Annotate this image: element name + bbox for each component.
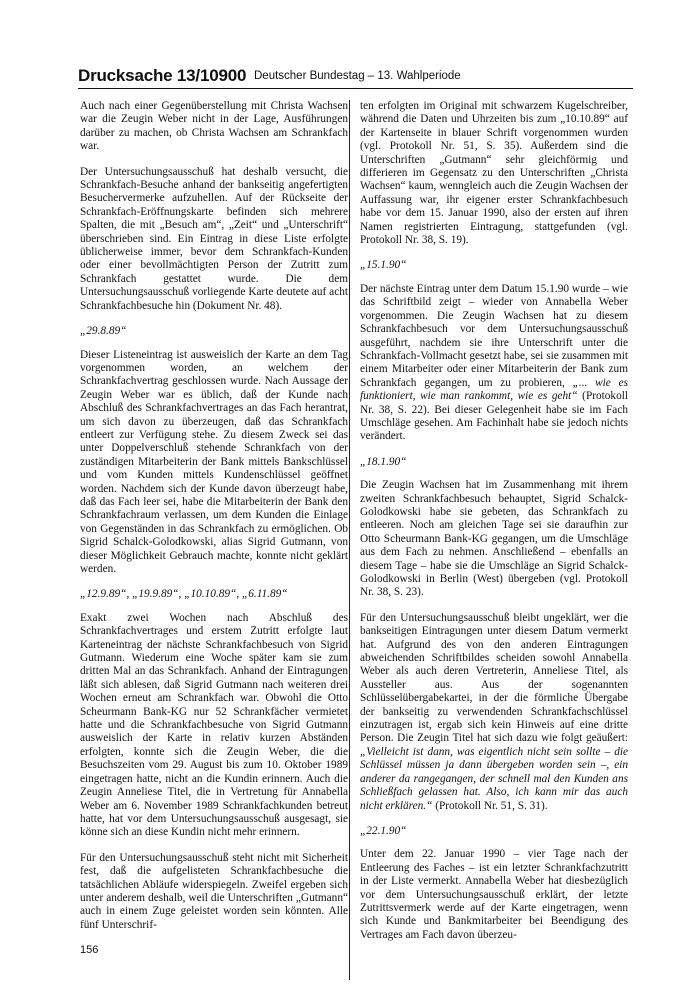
date-heading: „15.1.90“	[360, 259, 407, 272]
date-heading: „18.1.90“	[360, 455, 407, 468]
column-divider	[349, 100, 350, 980]
paragraph	[360, 479, 628, 600]
header-rule	[78, 88, 633, 89]
paragraph: Auch nach einer Gegenüberstellung mit Christa Wachsen war die Zeugin Weber nicht in der Lage, Ausführungen darüber zu machen, ob Christa Wachsen am Schrankfach war.	[80, 100, 348, 153]
paragraph	[360, 100, 628, 247]
paragraph-text: Der nächste Eintrag unter dem Datum 15.1.90 wurde – wie das Schriftbild zeigt – wieder von Annabella Weber vorgenommen. Die Zeugin Wachsen hat zu diesem Schrankfachbesuch vor dem Untersuchungsausschuß ausgeführt, nachdem sie ihre Unterschrift unter die Schrankfach-Vollmacht gesetzt habe, sei sie zusammen mit einem Mitarbeiter oder einer Mitarbeiterin der Bank zum Schrankfach gegangen, um zu probieren,	[360, 282, 628, 389]
paragraph	[360, 848, 628, 942]
document-number: Drucksache 13/10900	[78, 66, 247, 85]
paragraph-text: (Protokoll Nr. 38, S. 22). Bei dieser Gelegenheit habe sie im Fach Umschläge gesehen. Am Fachinhalt habe sie jedoch nichts verändert.	[360, 390, 629, 443]
right-column	[360, 100, 628, 954]
paragraph	[360, 612, 628, 813]
paragraph-text: (Protokoll Nr. 51, S. 31).	[432, 799, 548, 812]
date-heading: „29.8.89“	[80, 325, 127, 338]
parliament-subtitle: Deutscher Bundestag – 13. Wahlperiode	[254, 70, 461, 82]
date-heading: „22.1.90“	[360, 824, 407, 837]
page-number: 156	[80, 944, 99, 956]
paragraph: Dieser Listeneintrag ist ausweislich der Karte an dem Tag vorgenommen worden, an welchem der Schrankfachvertrag geschlossen wurde. Nach Aussage der Zeugin Weber war es üblich, daß der Kunde nach Abschluß des Schrankfachvertrages an das Fach herantrat, um sich davon zu überzeugen, daß das Schrankfach entleert zur Verfügung stehe. Zu diesem Zweck sei das unter Doppelverschluß stehende Schrankfach von der zuständigen Mitarbeiterin der Bank mittels Bankschlüssel und vom Kunden mittels Kundenschlüssel geöffnet worden. Nachdem sich der Kunde davon überzeugt habe, daß das Fach leer sei, habe die Mitarbeiterin der Bank den Schrankfachraum verlassen, um dem Kunden die Einlage von Gegenständen in das Schrankfach zu ermöglichen. Ob Sigrid Schalck-Golodkowski, alias Sigrid Gutmann, von dieser Möglichkeit Gebrauch machte, konnte nicht geklärt werden.	[80, 348, 348, 575]
quoted-testimony: „... wie es funktioniert, wie man rankommt, wie es geht“	[360, 376, 628, 403]
date-heading: „12.9.89“, „19.9.89“, „10.10.89“, „6.11.89“	[80, 588, 288, 601]
running-header	[78, 66, 633, 92]
paragraph-text: Unter dem 22. Januar 1990 – vier Tage nach der Entleerung des Faches – ist ein letzter Schrankfachzutritt in der Liste vermerkt. Annabella Weber hat diesbezüglich vor dem Untersuchungsausschuß erklärt, der letzte Zutrittsvermerk werde auf der Karte eingetragen, wenn sich Kunde und Bankmitarbeiter bei Beendigung des Vertrages am Fach davon überzeu-	[360, 848, 628, 941]
paragraph	[360, 283, 628, 444]
paragraph-text: Für den Untersuchungsausschuß bleibt ungeklärt, wer die bankseitigen Eintragungen unter diesem Datum vermerkt hat. Aufgrund des von den anderen Eintragungen abweichenden Schriftbildes scheiden sowohl Annabella Weber als auch deren Vertreterin, Anneliese Titel, als Aussteller aus. Aus der sogenannten Schlüsselübergabekartei, in der die förmliche Übergabe der bankseitig zu verwendenden Schrankfachschlüssel einzutragen ist, ergab sich kein Hinweis auf eine dritte Person. Die Zeugin Titel hat sich dazu wie folgt geäußert:	[360, 611, 628, 745]
paragraph-text: Die Zeugin Wachsen hat im Zusammenhang mit ihrem zweiten Schrankfachbesuch behauptet, Sigrid Schalck-Golodkowski habe sie gebeten, das Schrankfach zu entleeren. Noch am gleichen Tage sei sie daraufhin zur Otto Scheurmann Bank-KG gegangen, um die Umschläge aus dem Fach zu nehmen. Anschließend – ebenfalls an diesem Tage – habe sie die Umschläge an Sigrid Schalck-Golodkowski in Berlin (West) übergeben (vgl. Protokoll Nr. 38, S. 23).	[360, 479, 628, 599]
paragraph: Für den Untersuchungsausschuß steht nicht mit Sicherheit fest, daß die aufgelisteten Schrankfachbesuche die tatsächlichen Abläufe widerspiegeln. Zweifel ergeben sich unter anderem deshalb, weil die Unterschriften „Gutmann“ auch in einem Zuge geleistet worden sein könnten. Alle fünf Unterschrif-	[80, 851, 348, 931]
quoted-testimony: „Vielleicht ist dann, was eigentlich nicht sein sollte – die Schlüssel müssen ja dann übergeben worden sein –, ein anderer da rangegangen, der schnell mal den Kunden ans Schließfach gelassen hat. Also, ich kann mir das auch nicht erklären.“	[360, 745, 628, 812]
paragraph: Exakt zwei Wochen nach Abschluß des Schrankfachvertrages und erstem Zutritt erfolgte laut Karteneintrag der nächste Schrankfachbesuch von Sigrid Gutmann. Wiederum eine Woche später kam sie zum dritten Mal an das Schrankfach. Anhand der Eintragungen läßt sich ablesen, daß Sigrid Gutmann nach weiteren drei Wochen erneut am Schrankfach war. Obwohl die Otto Scheurmann Bank-KG nur 52 Schrankfächer vermietet hatte und die Schrankfachbesuche von Sigrid Gutmann ausweislich der Karte in relativ kurzen Abständen erfolgten, konnte sich die Zeugin Weber, die die Besuchszeiten vom 29. August bis zum 10. Oktober 1989 eingetragen hatte, nicht an die Kundin erinnern. Auch die Zeugin Anneliese Titel, die in Vertretung für Annabella Weber am 6. November 1989 Schrankfachkunden betreut hatte, hat vor dem Untersuchungsausschuß ausgesagt, sie könne sich an diese Kundin nicht mehr erinnern.	[80, 611, 348, 839]
paragraph-text: ten erfolgten im Original mit schwarzem Kugelschreiber, während die Daten und Uhrzeiten bis zum „10.10.89“ auf der Kartenseite in blauer Schrift vorgenommen wurden (vgl. Protokoll Nr. 51, S. 35). Außerdem sind die Unterschriften „Gutmann“ sehr gleichförmig und differieren im Gegensatz zu den Unterschriften „Christa Wachsen“ kaum, wenngleich auch die Zeugin Wachsen der Auffassung war, ihr eigener erster Schrankfachbesuch habe vor dem 15. Januar 1990, also der ersten auf ihren Namen registrierten Eintragung, stattgefunden (vgl. Protokoll Nr. 38, S. 19).	[360, 100, 628, 247]
left-column	[80, 100, 348, 944]
paragraph: Der Untersuchungsausschuß hat deshalb versucht, die Schrankfach-Besuche anhand der bankseitig angefertigten Besuchervermerke aufzuhellen. Auf der Rückseite der Schrankfach-Eröffnungskarte befinden sich mehrere Spalten, die mit „Besuch am“, „Zeit“ und „Unterschrift“ überschrieben sind. Ein Eintrag in diese Liste erfolgte üblicherweise immer, bevor dem Schrankfach-Kunden oder einer bevollmächtigten Person der Zutritt zum Schrankfach gestattet wurde. Die dem Untersuchungsausschuß vorliegende Karte deutete auf acht Schrankfachbesuche hin (Dokument Nr. 48).	[80, 165, 348, 312]
